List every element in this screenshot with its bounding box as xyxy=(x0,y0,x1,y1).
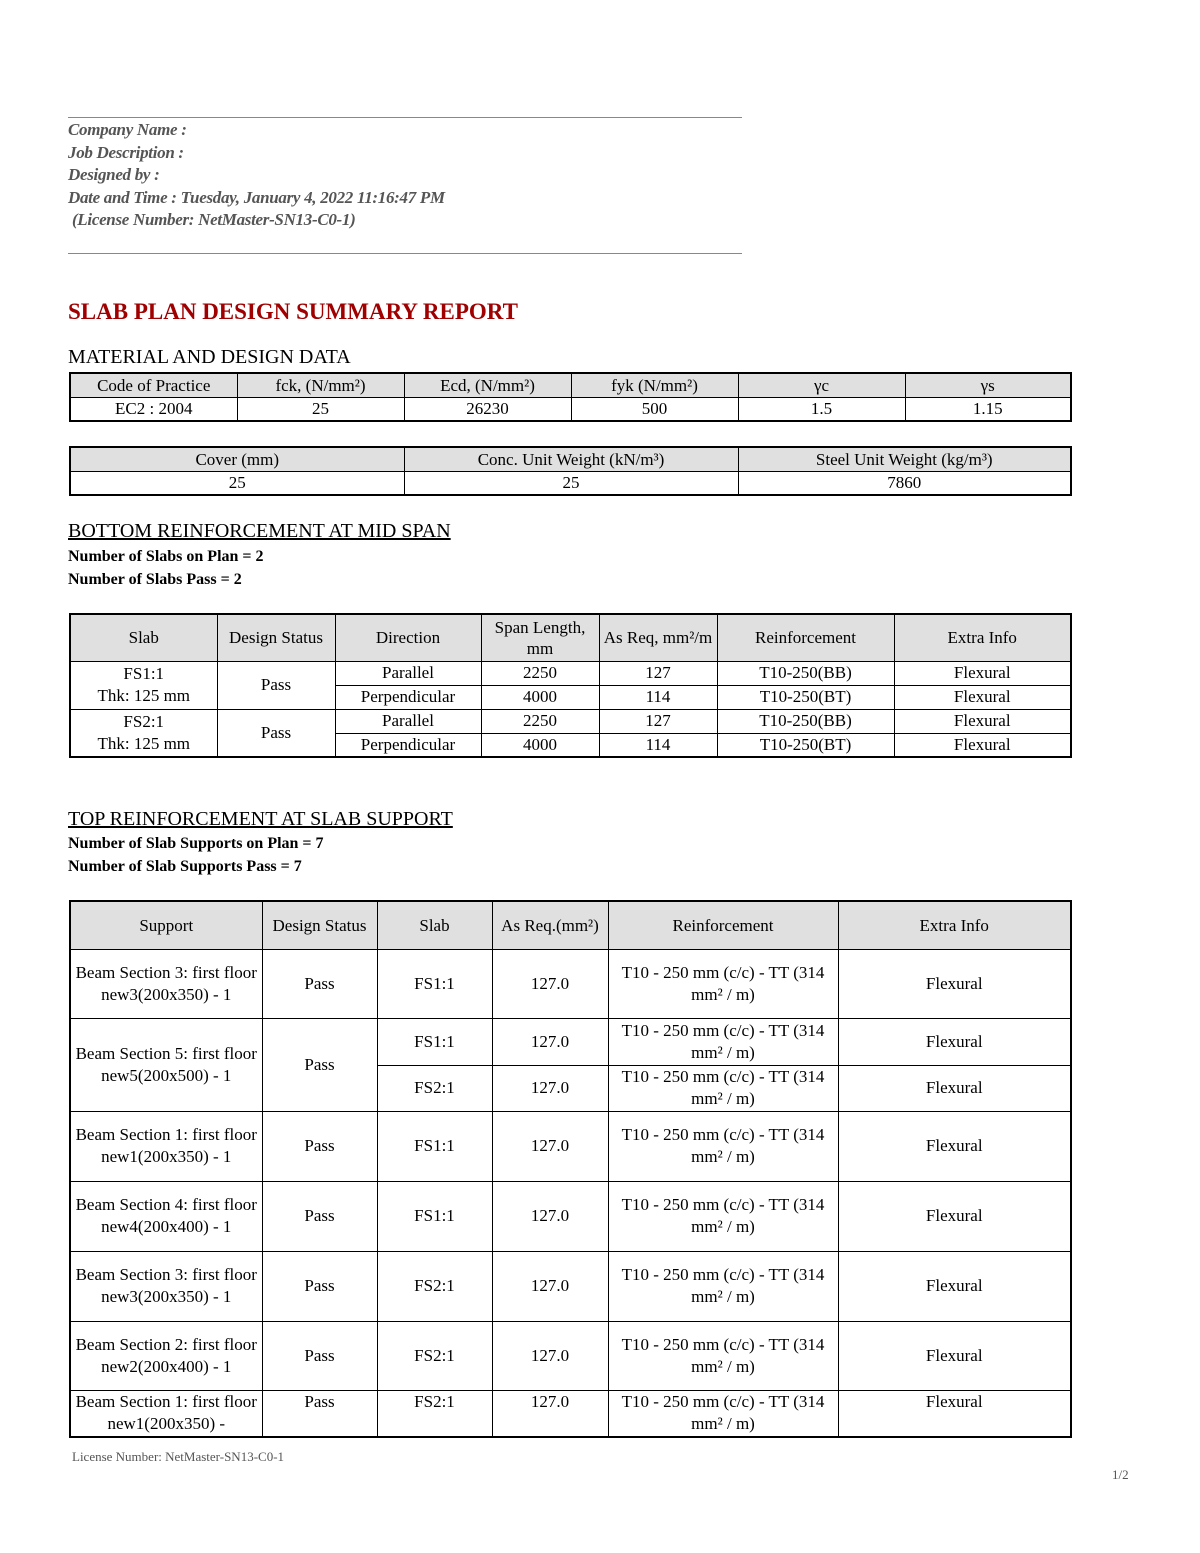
extra-info-cell: Flexural xyxy=(894,685,1071,709)
span-cell: 4000 xyxy=(481,733,599,757)
design-status: Pass xyxy=(217,661,335,709)
reinforcement-cell: T10-250(BB) xyxy=(717,661,894,685)
designed-by: Designed by : xyxy=(68,165,160,184)
reinforcement-cell: T10-250(BB) xyxy=(717,709,894,733)
header-top-rule xyxy=(68,117,742,118)
col-header: As Req, mm²/m xyxy=(599,614,717,661)
extra-info-cell: Flexural xyxy=(838,1111,1071,1181)
slab-name: FS1:1 xyxy=(123,664,165,683)
extra-info-cell: Flexural xyxy=(838,1181,1071,1251)
support-name: Beam Section 1: first floor new1(200x350) - xyxy=(70,1390,262,1437)
reinforcement-cell: T10 - 250 mm (c/c) - TT (314 mm² / m) xyxy=(608,1181,838,1251)
top-reinforcement-table xyxy=(69,900,1072,1438)
extra-info-cell: Flexural xyxy=(838,1065,1071,1111)
reinforcement-cell: T10 - 250 mm (c/c) - TT (314 mm² / m) xyxy=(608,1321,838,1390)
span-cell: 2250 xyxy=(481,709,599,733)
support-name: Beam Section 1: first floor new1(200x350) - 1 xyxy=(70,1111,262,1181)
job-description: Job Description : xyxy=(68,142,184,162)
reinforcement-cell: T10 - 250 mm (c/c) - TT (314 mm² / m) xyxy=(608,1018,838,1065)
as-req-cell: 127.0 xyxy=(492,1390,608,1437)
extra-info-cell: Flexural xyxy=(894,709,1071,733)
design-status: Pass xyxy=(262,1390,377,1437)
col-header: Support xyxy=(70,901,262,949)
page-number: 1/2 xyxy=(1112,1467,1129,1482)
support-name: Beam Section 3: first floor new3(200x350) - 1 xyxy=(70,949,262,1018)
as-req-cell: 127.0 xyxy=(492,1251,608,1321)
col-header: Design Status xyxy=(262,901,377,949)
col-header: Slab xyxy=(70,614,217,661)
extra-info-cell: Flexural xyxy=(838,1390,1071,1437)
col-header: fck, (N/mm²) xyxy=(237,373,404,397)
slab-cell: FS1:1 xyxy=(377,1111,492,1181)
col-header: Conc. Unit Weight (kN/m³) xyxy=(404,447,738,471)
col-header: Ecd, (N/mm²) xyxy=(404,373,571,397)
span-cell: 2250 xyxy=(481,661,599,685)
bottom-count-plan: Number of Slabs on Plan = 2 xyxy=(68,548,264,565)
extra-info-cell: Flexural xyxy=(894,733,1071,757)
design-status: Pass xyxy=(262,949,377,1018)
as-req-cell: 127.0 xyxy=(492,949,608,1018)
table-cell: 25 xyxy=(70,471,404,495)
bottom-reinforcement-table xyxy=(69,613,1072,758)
top-count-plan: Number of Slab Supports on Plan = 7 xyxy=(68,835,324,852)
footer-license: License Number: NetMaster-SN13-C0-1 xyxy=(72,1449,285,1464)
col-header: Reinforcement xyxy=(608,901,838,949)
top-heading: TOP REINFORCEMENT AT SLAB SUPPORT xyxy=(68,808,453,830)
report-title: SLAB PLAN DESIGN SUMMARY REPORT xyxy=(68,299,518,324)
support-name: Beam Section 3: first floor new3(200x350) - 1 xyxy=(70,1251,262,1321)
slab-cell: FS2:1 xyxy=(377,1251,492,1321)
slab-cell: FS2:1 xyxy=(377,1065,492,1111)
slab-cell: FS1:1 xyxy=(377,1181,492,1251)
reinforcement-cell: T10 - 250 mm (c/c) - TT (314 mm² / m) xyxy=(608,1111,838,1181)
extra-info-cell: Flexural xyxy=(894,661,1071,685)
table-cell: 1.15 xyxy=(905,397,1071,421)
as-req-cell: 114 xyxy=(599,685,717,709)
slab-cell xyxy=(70,709,217,757)
col-header: Cover (mm) xyxy=(70,447,404,471)
as-req-cell: 127.0 xyxy=(492,1018,608,1065)
material-heading: MATERIAL AND DESIGN DATA xyxy=(68,346,351,368)
extra-info-cell: Flexural xyxy=(838,949,1071,1018)
direction-cell: Parallel xyxy=(335,661,481,685)
col-header: fyk (N/mm²) xyxy=(571,373,738,397)
col-header: γc xyxy=(738,373,905,397)
design-status: Pass xyxy=(262,1181,377,1251)
as-req-cell: 127.0 xyxy=(492,1111,608,1181)
slab-cell: FS1:1 xyxy=(377,949,492,1018)
as-req-cell: 127.0 xyxy=(492,1181,608,1251)
bottom-heading: BOTTOM REINFORCEMENT AT MID SPAN xyxy=(68,520,451,542)
slab-cell xyxy=(70,661,217,709)
direction-cell: Perpendicular xyxy=(335,733,481,757)
support-name: Beam Section 4: first floor new4(200x400) - 1 xyxy=(70,1181,262,1251)
slab-cell: FS2:1 xyxy=(377,1390,492,1437)
extra-info-cell: Flexural xyxy=(838,1018,1071,1065)
col-header: Direction xyxy=(335,614,481,661)
reinforcement-cell: T10-250(BT) xyxy=(717,733,894,757)
support-name: Beam Section 2: first floor new2(200x400) - 1 xyxy=(70,1321,262,1390)
design-status: Pass xyxy=(262,1251,377,1321)
col-header: Extra Info xyxy=(894,614,1071,661)
top-count-pass: Number of Slab Supports Pass = 7 xyxy=(68,858,302,875)
slab-name: FS2:1 xyxy=(123,711,165,731)
header-bottom-rule xyxy=(68,253,742,254)
table-cell: 26230 xyxy=(404,397,571,421)
col-header: Steel Unit Weight (kg/m³) xyxy=(738,447,1071,471)
table-cell: 7860 xyxy=(738,471,1071,495)
unit-weight-table xyxy=(69,446,1072,496)
bottom-count-pass: Number of Slabs Pass = 2 xyxy=(68,571,242,588)
reinforcement-cell: T10 - 250 mm (c/c) - TT (314 mm² / m) xyxy=(608,1065,838,1111)
reinforcement-cell: T10 - 250 mm (c/c) - TT (314 mm² / m) xyxy=(608,1251,838,1321)
slab-thickness: Thk: 125 mm xyxy=(97,686,191,705)
col-header: As Req.(mm²) xyxy=(492,901,608,949)
as-req-cell: 127 xyxy=(599,709,717,733)
col-header: Extra Info xyxy=(838,901,1071,949)
col-header: γs xyxy=(905,373,1071,397)
company-name: Company Name : xyxy=(68,120,187,139)
design-status: Pass xyxy=(262,1321,377,1390)
col-header: Design Status xyxy=(217,614,335,661)
col-header: Slab xyxy=(377,901,492,949)
table-cell: 500 xyxy=(571,397,738,421)
reinforcement-cell: T10 - 250 mm (c/c) - TT (314 mm² / m) xyxy=(608,1390,838,1437)
design-status: Pass xyxy=(262,1018,377,1111)
design-status: Pass xyxy=(217,709,335,757)
slab-cell: FS2:1 xyxy=(377,1321,492,1390)
table-cell: 25 xyxy=(404,471,738,495)
reinforcement-cell: T10-250(BT) xyxy=(717,685,894,709)
as-req-cell: 127.0 xyxy=(492,1065,608,1111)
extra-info-cell: Flexural xyxy=(838,1321,1071,1390)
table-cell: EC2 : 2004 xyxy=(70,397,237,421)
report-header xyxy=(68,119,445,232)
col-header: Code of Practice xyxy=(70,373,237,397)
slab-thickness: Thk: 125 mm xyxy=(97,733,191,753)
as-req-cell: 127.0 xyxy=(492,1321,608,1390)
material-table xyxy=(69,372,1072,422)
design-status: Pass xyxy=(262,1111,377,1181)
reinforcement-cell: T10 - 250 mm (c/c) - TT (314 mm² / m) xyxy=(608,949,838,1018)
table-cell: 1.5 xyxy=(738,397,905,421)
as-req-cell: 127 xyxy=(599,661,717,685)
license-number: (License Number: NetMaster-SN13-C0-1) xyxy=(68,210,356,229)
col-header: Reinforcement xyxy=(717,614,894,661)
slab-cell: FS1:1 xyxy=(377,1018,492,1065)
col-header: Span Length, mm xyxy=(481,614,599,661)
support-name: Beam Section 5: first floor new5(200x500) - 1 xyxy=(70,1018,262,1111)
date-time: Date and Time : Tuesday, January 4, 2022 11:16:47 PM xyxy=(68,187,445,207)
extra-info-cell: Flexural xyxy=(838,1251,1071,1321)
table-cell: 25 xyxy=(237,397,404,421)
span-cell: 4000 xyxy=(481,685,599,709)
direction-cell: Parallel xyxy=(335,709,481,733)
as-req-cell: 114 xyxy=(599,733,717,757)
direction-cell: Perpendicular xyxy=(335,685,481,709)
